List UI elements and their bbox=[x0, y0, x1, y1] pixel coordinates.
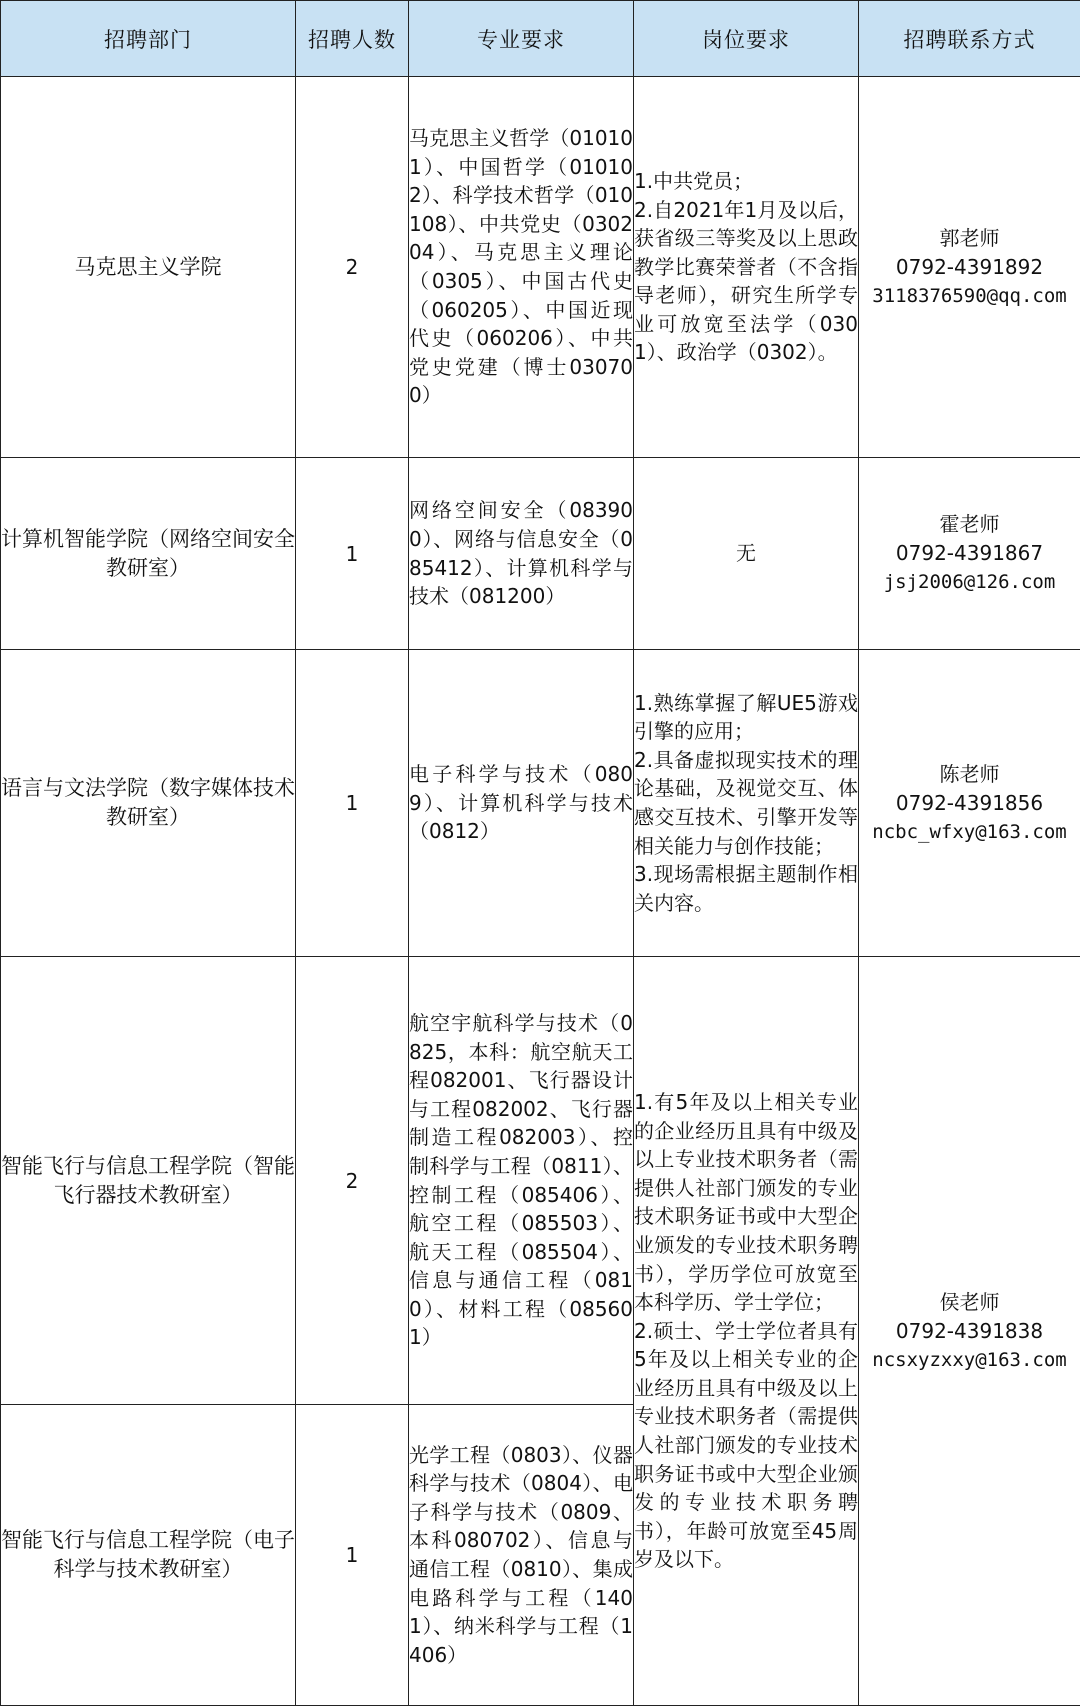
dept-cell: 马克思主义学院 bbox=[1, 77, 296, 458]
contact-email[interactable]: ncbc_wfxy@163.com bbox=[859, 818, 1080, 847]
major-cell: 电子科学与技术（0809）、计算机科学与技术（0812） bbox=[409, 650, 634, 957]
contact-name: 侯老师 bbox=[859, 1288, 1080, 1317]
requirement-line: 1.熟练掌握了解UE5游戏引擎的应用； bbox=[634, 689, 858, 746]
contact-name: 陈老师 bbox=[859, 760, 1080, 789]
major-cell: 航空宇航科学与技术（0825，本科：航空航天工程082001、飞行器设计与工程082002、飞行器制造工程082003）、控制科学与工程（0811）、控制工程（085406）、航空工程（085503）、航天工程（085504）、信息与通信工程（0810）、材料工程（085601） bbox=[409, 957, 634, 1405]
contact-name: 霍老师 bbox=[859, 510, 1080, 539]
requirement-line: 2.自2021年1月及以后，获省级三等奖及以上思政教学比赛荣誉者（不含指导老师），研究生所学专业可放宽至法学（0301）、政治学（0302）。 bbox=[634, 196, 858, 368]
table-row bbox=[1, 957, 1080, 1405]
contact-email[interactable]: 3118376590@qq.com bbox=[859, 282, 1080, 311]
header-dept: 招聘部门 bbox=[1, 1, 296, 77]
count-cell: 2 bbox=[296, 957, 409, 1405]
dept-cell: 智能飞行与信息工程学院（电子科学与技术教研室） bbox=[1, 1405, 296, 1706]
major-cell: 光学工程（0803）、仪器科学与技术（0804）、电子科学与技术（0809、本科080702）、信息与通信工程（0810）、集成电路科学与工程（1401）、纳米科学与工程（1406） bbox=[409, 1405, 634, 1706]
contact-phone: 0792-4391838 bbox=[859, 1317, 1080, 1346]
major-cell: 网络空间安全（083900）、网络与信息安全（085412）、计算机科学与技术（081200） bbox=[409, 458, 634, 650]
requirement-line: 1.有5年及以上相关专业的企业经历且具有中级及以上专业技术职务者（需提供人社部门颁发的专业技术职务证书或中大型企业颁发的专业技术职务聘书），学历学位可放宽至本科学历、学士学位； bbox=[634, 1088, 858, 1317]
header-count: 招聘人数 bbox=[296, 1, 409, 77]
requirement-cell bbox=[634, 957, 859, 1706]
requirement-line: 3.现场需根据主题制作相关内容。 bbox=[634, 860, 858, 917]
table-row bbox=[1, 650, 1080, 957]
count-cell: 1 bbox=[296, 458, 409, 650]
header-req: 岗位要求 bbox=[634, 1, 859, 77]
requirement-line: 2.硕士、学士学位者具有5年及以上相关专业的企业经历且具有中级及以上专业技术职务者（需提供人社部门颁发的专业技术职务证书或中大型企业颁发的专业技术职务聘书），年龄可放宽至45周岁及以下。 bbox=[634, 1317, 858, 1574]
contact-cell bbox=[859, 957, 1080, 1706]
dept-cell: 智能飞行与信息工程学院（智能飞行器技术教研室） bbox=[1, 957, 296, 1405]
major-cell: 马克思主义哲学（010101）、中国哲学（010102）、科学技术哲学（010108）、中共党史（030204）、马克思主义理论（0305）、中国古代史（060205）、中国近现代史（060206）、中共党史党建（博士030700） bbox=[409, 77, 634, 458]
requirement-line: 2.具备虚拟现实技术的理论基础，及视觉交互、体感交互技术、引擎开发等相关能力与创作技能； bbox=[634, 746, 858, 860]
table-row bbox=[1, 458, 1080, 650]
contact-phone: 0792-4391892 bbox=[859, 253, 1080, 282]
table-row bbox=[1, 77, 1080, 458]
dept-cell: 语言与文法学院（数字媒体技术教研室） bbox=[1, 650, 296, 957]
requirement-cell bbox=[634, 650, 859, 957]
requirement-line: 1.中共党员； bbox=[634, 167, 858, 196]
header-contact: 招聘联系方式 bbox=[859, 1, 1080, 77]
contact-phone: 0792-4391867 bbox=[859, 539, 1080, 568]
count-cell: 1 bbox=[296, 1405, 409, 1706]
count-cell: 2 bbox=[296, 77, 409, 458]
requirement-cell bbox=[634, 77, 859, 458]
count-cell: 1 bbox=[296, 650, 409, 957]
dept-cell: 计算机智能学院（网络空间安全教研室） bbox=[1, 458, 296, 650]
contact-cell bbox=[859, 650, 1080, 957]
contact-email[interactable]: jsj2006@126.com bbox=[859, 568, 1080, 597]
contact-cell bbox=[859, 77, 1080, 458]
contact-cell bbox=[859, 458, 1080, 650]
header-major: 专业要求 bbox=[409, 1, 634, 77]
contact-email[interactable]: ncsxyzxxy@163.com bbox=[859, 1346, 1080, 1375]
requirement-cell: 无 bbox=[634, 458, 859, 650]
contact-name: 郭老师 bbox=[859, 224, 1080, 253]
contact-phone: 0792-4391856 bbox=[859, 789, 1080, 818]
header-row bbox=[1, 1, 1080, 77]
